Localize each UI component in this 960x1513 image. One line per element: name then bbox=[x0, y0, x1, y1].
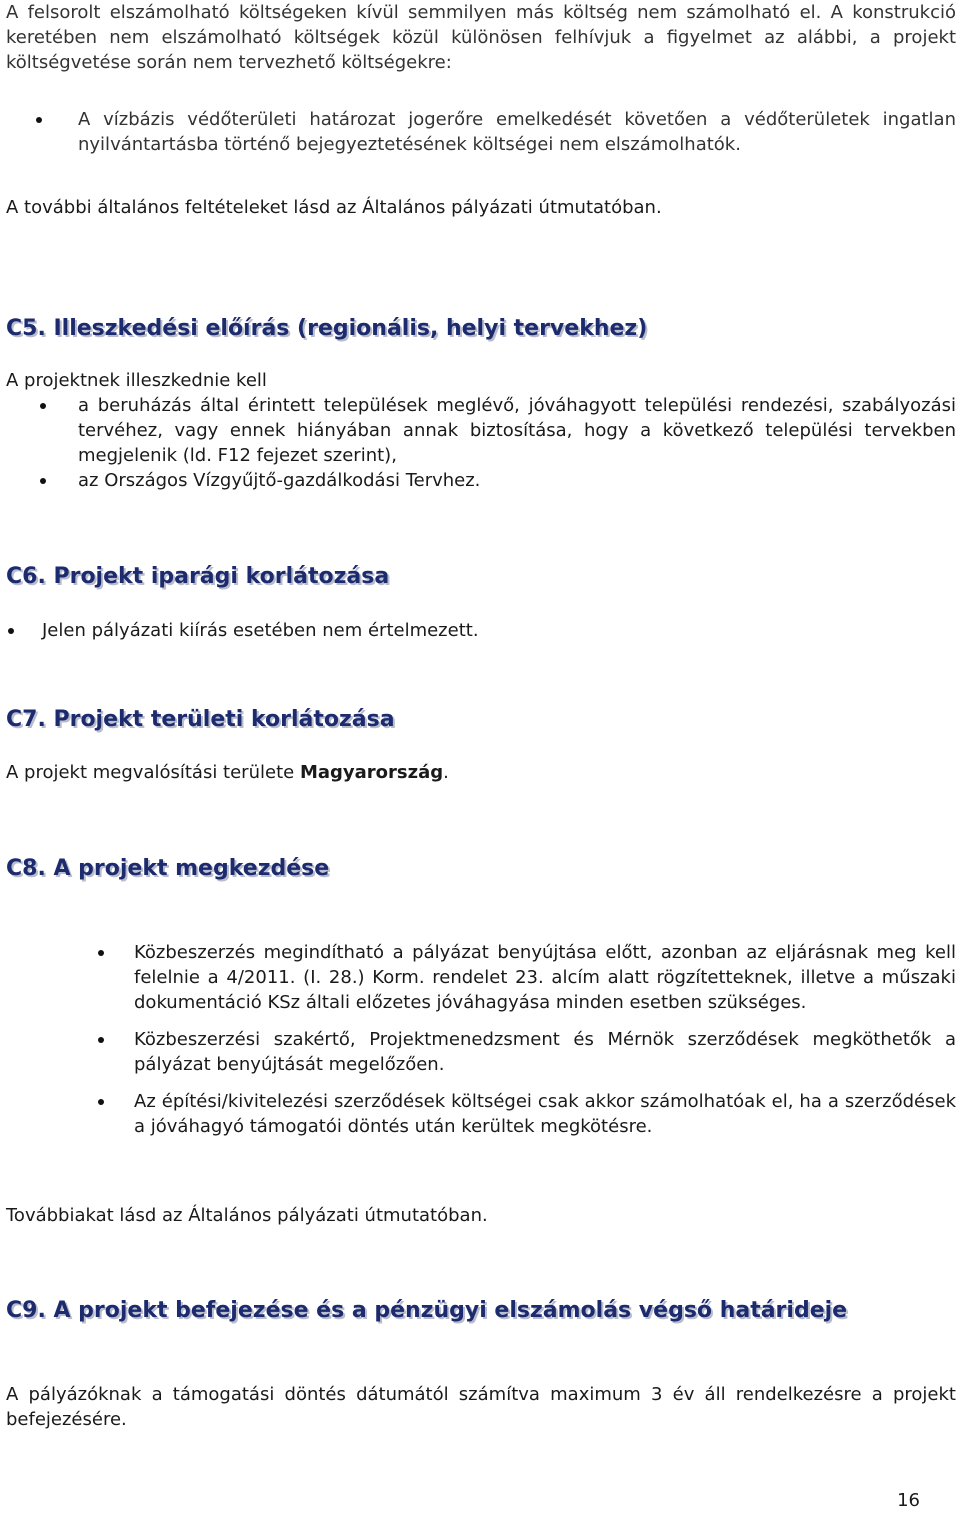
list-item: az Országos Vízgyűjtő-gazdálkodási Tervhez. bbox=[6, 468, 956, 493]
intro-bullet-list bbox=[6, 107, 956, 157]
section-heading-c8: C8. A projekt megkezdése bbox=[6, 856, 330, 881]
c6-bullet-list bbox=[6, 618, 956, 643]
c9-paragraph: A pályázóknak a támogatási döntés dátumától számítva maximum 3 év áll rendelkezésre a projekt befejezésére. bbox=[6, 1384, 956, 1430]
c8-bullet-list bbox=[6, 940, 956, 1139]
section-heading-c6: C6. Projekt iparági korlátozása bbox=[6, 564, 390, 589]
intro-paragraph: A felsorolt elszámolható költségeken kívül semmilyen más költség nem számolható el. A konstrukció keretében nem elszámolható költségek közül különösen felhívjuk a figyelmet az alábbi, a projekt költségvetése során nem tervezhető költségekre: bbox=[6, 2, 956, 73]
list-item: Jelen pályázati kiírás esetében nem értelmezett. bbox=[6, 618, 956, 643]
page-number: 16 bbox=[897, 1490, 920, 1511]
c8-footer: Továbbiakat lásd az Általános pályázati útmutatóban. bbox=[6, 1205, 488, 1226]
list-item: Az építési/kivitelezési szerződések költségei csak akkor számolhatóak el, ha a szerződések a jóváhagyó támogatói döntés után kerültek megkötésre. bbox=[6, 1089, 956, 1139]
list-item: Közbeszerzés megindítható a pályázat benyújtása előtt, azonban az eljárásnak meg kell felelnie a 4/2011. (I. 28.) Korm. rendelet 23. alcím alatt rögzítetteknek, illetve a műszaki dokumentáció KSz általi előzetes jóváhagyása minden esetben szükséges. bbox=[6, 940, 956, 1015]
section-heading-c5: C5. Illeszkedési előírás (regionális, helyi tervekhez) bbox=[6, 316, 648, 341]
c7-paragraph bbox=[6, 760, 956, 785]
c7-country: Magyarország bbox=[299, 762, 444, 783]
c5-bullet-list bbox=[6, 393, 956, 493]
list-item: Közbeszerzési szakértő, Projektmenedzsment és Mérnök szerződések megköthetők a pályázat benyújtását megelőzően. bbox=[6, 1027, 956, 1077]
section-heading-c9: C9. A projekt befejezése és a pénzügyi elszámolás végső határideje bbox=[6, 1298, 848, 1323]
list-item: A vízbázis védőterületi határozat jogerőre emelkedését követően a védőterületek ingatlan nyilvántartásba történő bejegyeztetésének költségei nem elszámolhatók. bbox=[6, 107, 956, 157]
section-heading-c7: C7. Projekt területi korlátozása bbox=[6, 707, 395, 732]
c5-lead: A projektnek illeszkednie kell bbox=[6, 370, 267, 391]
list-item: a beruházás által érintett települések meglévő, jóváhagyott települési rendezési, szabályozási tervéhez, vagy ennek hiányában annak biztosítása, hogy a következő települési tervekben megjelenik (ld. F12 fejezet szerint), bbox=[6, 393, 956, 468]
c7-text: A projekt megvalósítási területe bbox=[6, 762, 300, 783]
c7-suffix: . bbox=[443, 762, 449, 783]
intro-footer: A további általános feltételeket lásd az Általános pályázati útmutatóban. bbox=[6, 197, 662, 218]
